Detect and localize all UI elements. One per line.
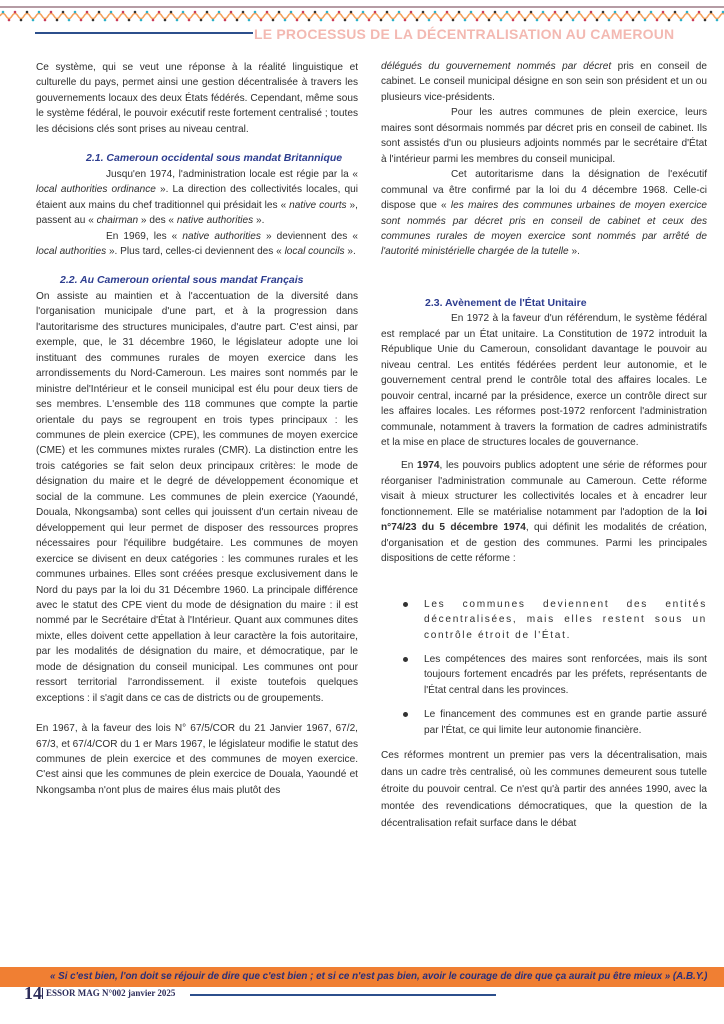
- authoritarianism-paragraph: Cet autoritarisme dans la désignation de l'exécutif communal va être confirmé par la loi du 4 décembre 1968. Celle-ci dispose que « les maires des communes urbaines de moyen exercice sont nommés par décret pris en conseil de cabinet et ceux des communes rurales de moyen exercice sont nommés par arrêté de l'autorité ministérielle chargée de la tutelle ».: [381, 169, 707, 258]
- bullet-icon: [403, 657, 408, 662]
- page-header-title: LE PROCESSUS DE LA DÉCENTRALISATION AU CAMEROUN: [254, 26, 675, 42]
- section-2-2-paragraph-1: On assiste au maintien et à l'accentuation de la diversité dans l'organisation municipale d'une part, et à la progression dans l'autoritarisme des structures municipales, d'autre part. C'est ainsi, par exemple, que, le 31 décembre 1960, le législateur adopte une loi instituant des communes rurales de moyen exercice dans les arrondissements du Nord-Cameroun. Les maires sont nommés par le ministre del'Intérieur et le conseil municipal est élu pour deux tiers de ses membres. L'ensemble des 118 communes que compte la partie orientale du pays se regroupent en trois types principaux : les communes de plein exercice (CPE), les communes de moyen exercice (CME) et les communes mixtes rurales (CMR). La distinction entre les trois catégories se fait selon deux principaux critères: le mode de désignation du maire et le degré de développement économique et social de la commune. Les communes de plein exercice (Yaoundé, Douala, Nkongsamba) sont celles qui jouissent d'un certain niveau de développement qui leur permet de disposer des ressources propres nécessaires pour l'équilibre budgétaire. Les communes de moyen exercice se divisent en deux catégories : les communes rurales et les communes urbaines. Elles sont créées presque exclusivement dans le Nord du pays par la loi du 31 Décembre 1960. La principale différence avec le statut des CPE vient du mode de désignation du maire : il est nommé par le Secrétaire d'État à l'Intérieur. Quant aux communes dites mixte, elles doivent cette appellation à leur caractère la fois autoritaire, par les modalités de désignation du maire, et démocratique, par le mode de désignation du conseil municipal. Les communes ont pour ressort territorial l'arrondissement. il existe toutefois quelques exceptions : il s'agit dans ce cas de districts ou de groupements.: [36, 290, 358, 704]
- left-column: [36, 60, 358, 798]
- section-2-3-paragraph-2: En 1974, les pouvoirs publics adoptent une série de réformes pour réorganiser l'administration communale au Cameroun. Cette réforme visait à mieux structurer les collectivités locales et à encadrer leur fonctionnement. Elle se matérialise notamment par l'adoption de la loi n°74/23 du 5 décembre 1974, qui définit les modalités de création, d'organisation et de gestion des communes. Parmi les principales dispositions de cette réforme :: [381, 460, 707, 565]
- section-2-1-paragraph-2: En 1969, les « native authorities » deviennent des « local authorities ». Plus tard, celles-ci deviennent des « local councils ».: [36, 230, 359, 257]
- section-2-1-heading: 2.1. Cameroun occidental sous mandat Britannique: [86, 152, 343, 165]
- section-2-3-paragraph-1: En 1972 à la faveur d'un référendum, le système fédéral est remplacé par un État unitaire. La Constitution de 1972 introduit la République Unie du Cameroun, consolidant davantage le pouvoir au niveau central. Les entités fédérées perdent leur autonomie, et le gouvernement central prend le contrôle total des affaires locales. Le pouvoir central, incarné par la présidence, exerce un contrôle direct sur les affaires locales. Les réformes post-1972 renforcent l'administration communale, notamment à travers la formation de cadres administratifs et la mise en place de structures locales de gouvernance.: [381, 313, 707, 448]
- continued-paragraph: délégués du gouvernement nommés par décret pris en conseil de cabinet. Le conseil municipal désigne en son sein son président et un ou plusieurs vice-présidents.: [381, 61, 707, 103]
- section-2-1-paragraph-1: Jusqu'en 1974, l'administration locale est régie par la « local authorities ordinance ». La direction des collectivités locales, qui étaient aux mains du chef traditionnel qui présidait les « native courts », passent au « chairman » des « native authorities ».: [36, 168, 358, 227]
- footer-quote: « Si c'est bien, l'on doit se réjouir de dire que c'est bien ; et si ce n'est pas bien, avoir le courage de dire que ça aurait pu être mieux » (A.B.Y.): [50, 971, 708, 982]
- footer-rule: [190, 994, 496, 996]
- page-number: 14: [24, 983, 42, 1003]
- magazine-issue-info: ESSOR MAG N°002 janvier 2025: [46, 988, 176, 998]
- footer-separator: [42, 988, 43, 999]
- right-column: [381, 59, 707, 832]
- section-2-3-heading: 2.3. Avènement de l'État Unitaire: [425, 296, 587, 309]
- list-item: Le financement des communes est en grande partie assuré par l'État, ce qui limite leur autonomie financière.: [381, 707, 707, 738]
- bullet-icon: [403, 712, 408, 717]
- section-2-2-heading: 2.2. Au Cameroun oriental sous mandat Français: [60, 274, 304, 287]
- list-item: Les communes deviennent des entités décentralisées, mais elles restent sous un contrôle étroit de l'État.: [381, 597, 707, 643]
- conclusion-paragraph: Ces réformes montrent un premier pas vers la décentralisation, mais dans un cadre très centralisé, où les communes demeurent sous tutelle étroite du pouvoir central. Ce n'est qu'à partir des années 1990, avec la montée des revendications démocratiques, que la question de la décentralisation refait surface dans le débat: [381, 750, 707, 830]
- bullet-icon: [403, 602, 408, 607]
- decorative-border: [0, 0, 724, 24]
- reform-dispositions-list: [381, 597, 707, 739]
- other-communes-paragraph: Pour les autres communes de plein exercice, leurs maires sont désormais nommés par décret pris en conseil de cabinet. Ils sont assistés d'un ou plusieurs adjoints nommés par le secrétaire d'État à l'intérieur parmi les membres du conseil municipal.: [381, 107, 707, 165]
- list-item: Les compétences des maires sont renforcées, mais ils sont toujours fortement encadrés par les préfets, représentants de l'État central dans les provinces.: [381, 652, 707, 698]
- intro-paragraph: Ce système, qui se veut une réponse à la réalité linguistique et culturelle du pays, permet ainsi une gestion décentralisée à travers les gouvernements locaux des deux États fédérés. Cependant, même sous le système fédéral, le pouvoir exécutif reste fortement centralisé ; toutes les décisions clés sont prises au niveau central.: [36, 62, 358, 135]
- section-2-2-paragraph-2: En 1967, à la faveur des lois N° 67/5/COR du 21 Janvier 1967, 67/2, 67/3, et 67/4/COR du 1 er Mars 1967, le législateur modifie le statut des communes de plein exercice et des communes de moyen exercice. C'est ainsi que les communes de plein exercice de Douala, Yaoundé et Nkongsamba n'ont plus de maires élus mais plutôt des: [36, 723, 358, 796]
- header-rule: [35, 32, 253, 34]
